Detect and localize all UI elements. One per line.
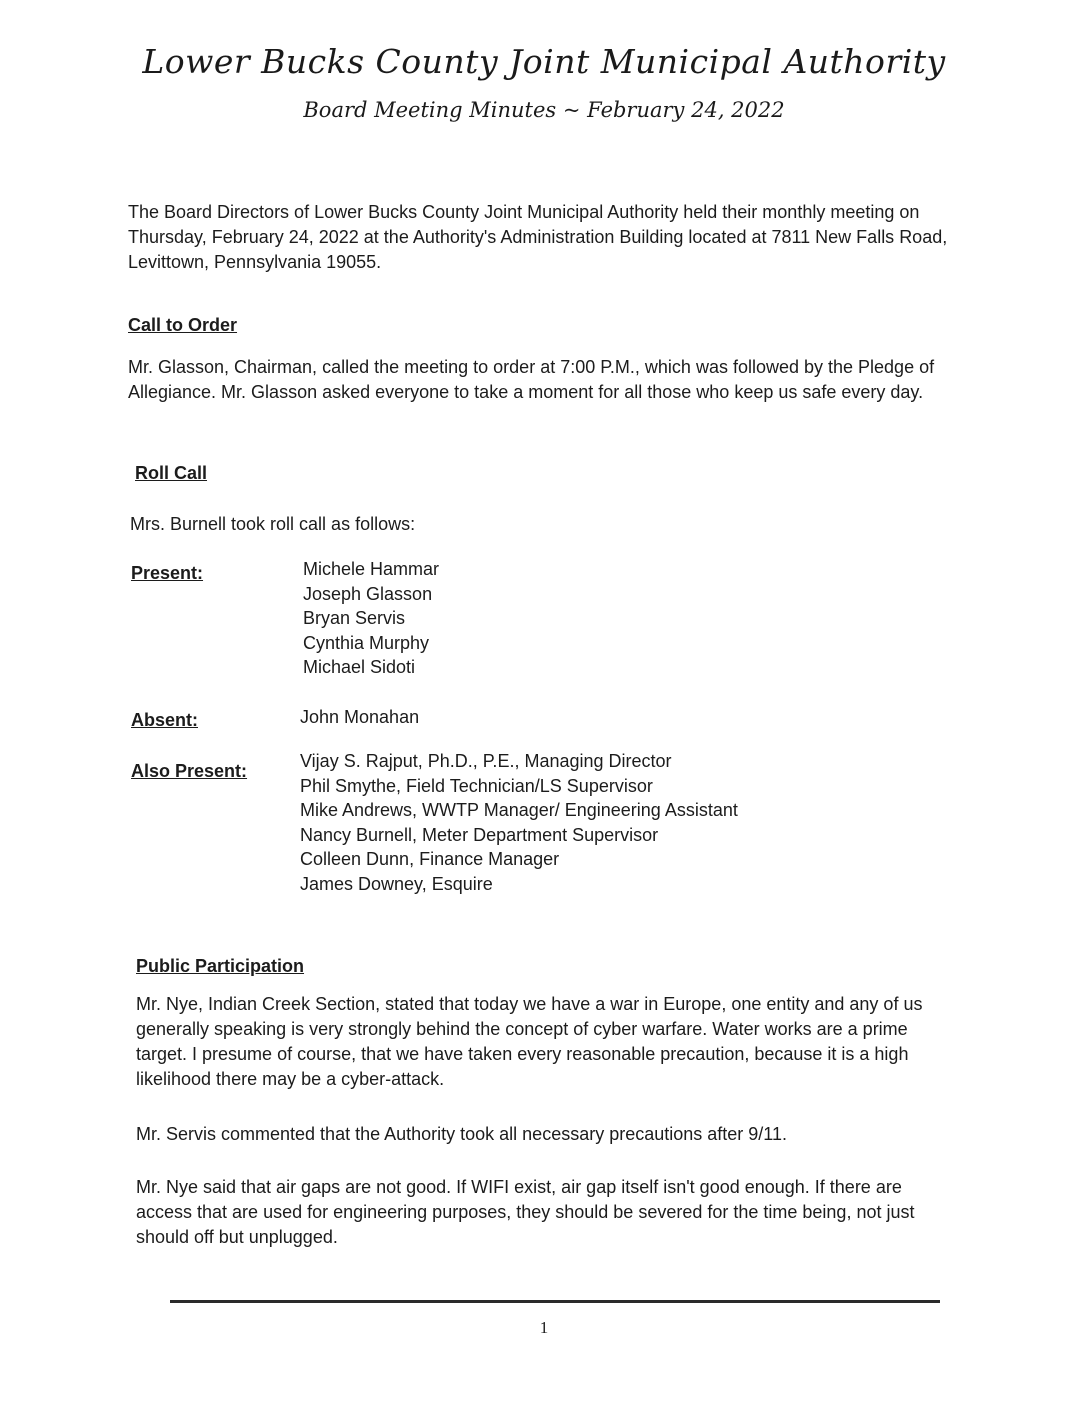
public-participation-heading: Public Participation — [136, 956, 305, 976]
also-present-person: Vijay S. Rajput, Ph.D., P.E., Managing Director — [300, 751, 672, 771]
also-present-person: Colleen Dunn, Finance Manager — [300, 849, 560, 869]
call-to-order-text: Mr. Glasson, Chairman, called the meeting to order at 7:00 P.M., which was followed by the Pledge of Allegiance. Mr. Glasson asked everyone to take a moment for all those who keep us safe every day. — [128, 357, 935, 402]
also-present-list — [300, 749, 738, 896]
footer-divider — [170, 1300, 940, 1303]
present-member: Cynthia Murphy — [303, 632, 430, 653]
present-member: Joseph Glasson — [303, 583, 433, 604]
present-list — [303, 557, 439, 680]
present-member: Michael Sidoti — [303, 657, 416, 677]
also-present-person: Mike Andrews, WWTP Manager/ Engineering Assistant — [300, 800, 738, 820]
document-title: Lower Bucks County Joint Municipal Authority — [142, 42, 946, 81]
also-present-person: Phil Smythe, Field Technician/LS Supervisor — [300, 775, 653, 796]
present-label: Present: — [131, 563, 204, 583]
roll-call-heading: Roll Call — [135, 463, 208, 483]
also-present-label: Also Present: — [131, 761, 248, 781]
also-present-person: James Downey, Esquire — [300, 873, 493, 894]
absent-list — [300, 705, 419, 730]
intro-paragraph: The Board Directors of Lower Bucks County Joint Municipal Authority held their monthly meeting on Thursday, February 24, 2022 at the Authority's Administration Building located at 7811 New Falls Road, Levittown, Pennsylvania 19055. — [128, 202, 948, 272]
document-subtitle: Board Meeting Minutes ~ February 24, 2022 — [303, 98, 785, 122]
call-to-order-heading: Call to Order — [128, 315, 238, 335]
absent-label: Absent: — [131, 710, 198, 730]
present-member: Michele Hammar — [303, 559, 440, 579]
absent-member: John Monahan — [300, 707, 420, 727]
roll-call-intro: Mrs. Burnell took roll call as follows: — [130, 514, 416, 534]
public-participation-paragraph: Mr. Nye said that air gaps are not good. If WIFI exist, air gap itself isn't good enough. If there are access that are used for engineering purposes, they should be severed for the time being, not just should off but unplugged. — [136, 1177, 915, 1247]
also-present-person: Nancy Burnell, Meter Department Supervisor — [300, 824, 659, 845]
public-participation-paragraph: Mr. Servis commented that the Authority took all necessary precautions after 9/11. — [136, 1124, 787, 1144]
page-number: 1 — [539, 1318, 549, 1337]
present-member: Bryan Servis — [303, 608, 406, 628]
public-participation-paragraph: Mr. Nye, Indian Creek Section, stated that today we have a war in Europe, one entity and any of us generally speaking is very strongly behind the concept of cyber warfare. Water works are a prime target. I presume of course, that we have taken every reasonable precaution, because it is a high likelihood there may be a cyber-attack. — [136, 994, 923, 1089]
